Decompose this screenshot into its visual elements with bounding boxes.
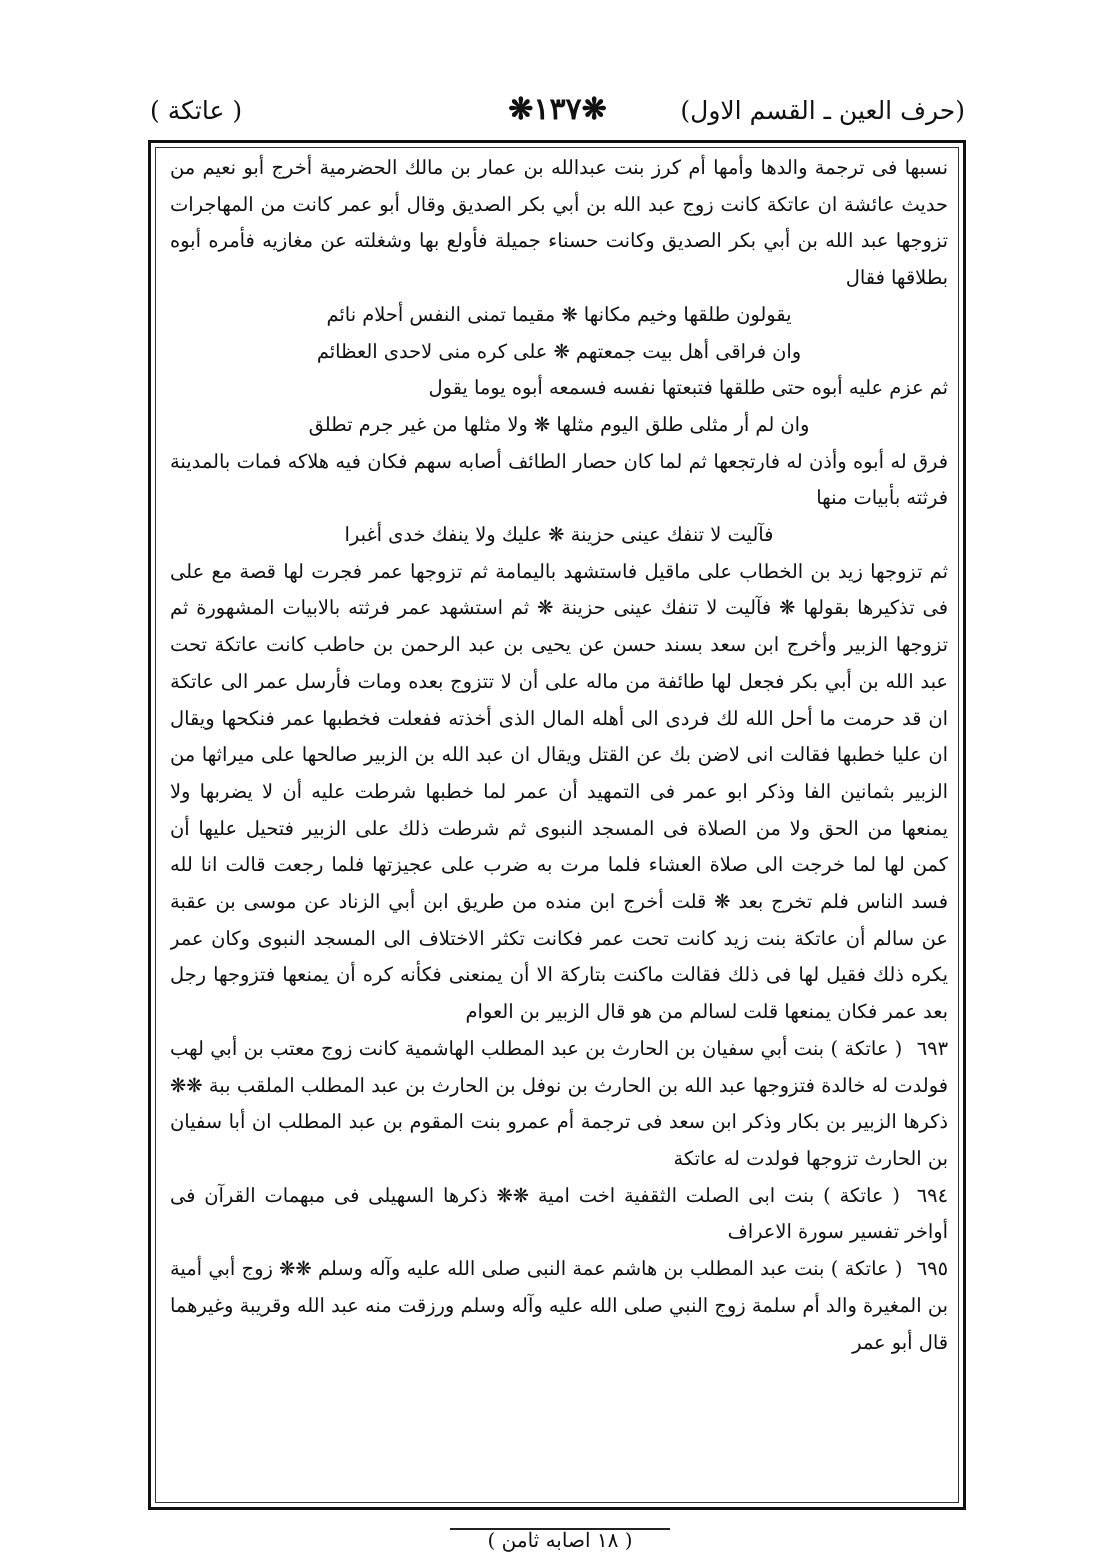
- paragraph: نسبها فى ترجمة والدها وأمها أم كرز بنت عبدالله بن عمار بن مالك الحضرمية أخرج أبو نعيم من حديث عائشة ان عاتكة كانت زوج عبد الله بن أبي بكر الصديق وقال أبو عمر كانت من المهاجرات تزوجها عبد الله بن أبي بكر الصديق وكانت حسناء جميلة فأولع بها وشغلته عن مغازيه فأمره أبوه بطلاقها فقال: [170, 156, 948, 290]
- page-body: [170, 150, 948, 1500]
- signature-mark: ( ١٨ اصابه ثامن ): [487, 1528, 633, 1552]
- entry-text: بنت عبد المطلب بن هاشم عمة النبى صلى الله عليه وآله وسلم ❋❋ زوج أبي أمية بن المغيرة والد أم سلمة زوج النبي صلى الله عليه وآله وسلم ورزقت منه عبد الله وقريبة وغيرهما قال أبو عمر: [170, 1257, 948, 1354]
- paragraph: فرق له أبوه وأذن له فارتجعها ثم لما كان حصار الطائف أصابه سهم فكان فيه هلاكه فمات بالمدينة فرثته بأبيات منها: [170, 449, 948, 510]
- verse-line: فآليت لا تنفك عينى حزينة ❋ عليك ولا ينفك خدى أغبرا: [344, 523, 774, 547]
- biography-entry: [170, 1251, 948, 1361]
- paragraph: ثم تزوجها زيد بن الخطاب على ماقيل فاستشهد باليمامة ثم تزوجها عمر فجرت لها قصة مع على فى تذكيرها بقولها ❋ فآليت لا تنفك عينى حزينة ❋ ثم استشهد عمر فرثته بالابيات المشهورة ثم تزوجها الزبير وأخرج ابن سعد بسند حسن عن يحيى بن عبد الرحمن بن حاطب كانت عاتكة تحت عبد الله بن أبي بكر فجعل لها طائفة من ماله على أن لا تتزوج بعده ومات فأرسل عمر الى عاتكة ان قد حرمت ما أحل الله لك فردى الى أهله المال الذى أخذته ففعلت فخطبها عمر فنكحها ويقال ان عليا خطبها فقالت انى لاضن بك عن القتل ويقال ان عبد الله بن الزبير صالحها على ميراثها من الزبير بثمانين الفا وذكر ابو عمر فى التمهيد أن عمر لما خطبها شرطت عليه أن لا يضربها ولا يمنعها من الحق ولا من الصلاة فى المسجد النبوى ثم شرطت ذلك على الزبير فتحيل عليها أن كمن لها لما خرجت الى صلاة العشاء فلما مرت به ضرب على عجيزتها فلما رجعت قالت انا لله فسد الناس فلم تخرج بعد ❋ قلت أخرج ابن منده من طريق ابن أبي الزناد عن موسى بن عقبة عن سالم أن عاتكة بنت زيد كانت تحت عمر فكانت تكثر الاختلاف الى المسجد النبوى وكان عمر يكره ذلك فقيل لها فى ذلك فقالت ماكنت بتاركة الا أن يمنعنى فكأنه كره أن يمنعها فتزوجها رجل بعد عمر فكان يمنعها قلت لسالم من هو قال الزبير بن العوام: [170, 559, 948, 1024]
- running-entry-name: ( عاتكة ): [150, 96, 243, 125]
- page-footer: [410, 1528, 710, 1558]
- page-header: [150, 92, 965, 132]
- biography-entry: [170, 1178, 948, 1251]
- verse-line: وان لم أر مثلى طلق اليوم مثلها ❋ ولا مثلها من غير جرم تطلق: [308, 412, 810, 436]
- entry-name: ( عاتكة ): [830, 1257, 903, 1281]
- biography-entry: [170, 1031, 948, 1178]
- entry-number: ٦٩٥: [916, 1257, 948, 1281]
- entry-name: ( عاتكة ): [823, 1183, 900, 1207]
- entry-text: بنت ابى الصلت الثقفية اخت امية ❋❋ ذكرها السهيلى فى مبهمات القرآن فى أواخر تفسير سورة الاعراف: [170, 1183, 948, 1244]
- verse-line: يقولون طلقها وخيم مكانها ❋ مقيما تمنى النفس أحلام نائم: [326, 302, 792, 326]
- verse-line: وان فراقى أهل بيت جمعتهم ❋ على كره منى لاحدى العظائم: [316, 339, 802, 363]
- paragraph: ثم عزم عليه أبوه حتى طلقها فتبعتها نفسه فسمعه أبوه يوما يقول: [428, 376, 948, 400]
- page-number: ❋١٣٧❋: [508, 92, 607, 127]
- footer-rule: [450, 1528, 670, 1530]
- entry-name: ( عاتكة ): [830, 1036, 903, 1060]
- entry-number: ٦٩٤: [916, 1183, 948, 1207]
- entry-text: بنت أبي سفيان بن الحارث بن عبد المطلب الهاشمية كانت زوج معتب بن أبي لهب فولدت له خالدة فتزوجها عبد الله بن الحارث بن نوفل بن الحارث بن عبد المطلب الملقب ببة ❋❋ ذكرها الزبير بن بكار وذكر ابن سعد فى ترجمة أم عمرو بنت المقوم بن عبد المطلب ان أبا سفيان بن الحارث تزوجها فولدت له عاتكة: [170, 1036, 948, 1170]
- section-title: (حرف العين ـ القسم الاول): [680, 96, 965, 125]
- entry-number: ٦٩٣: [916, 1036, 948, 1060]
